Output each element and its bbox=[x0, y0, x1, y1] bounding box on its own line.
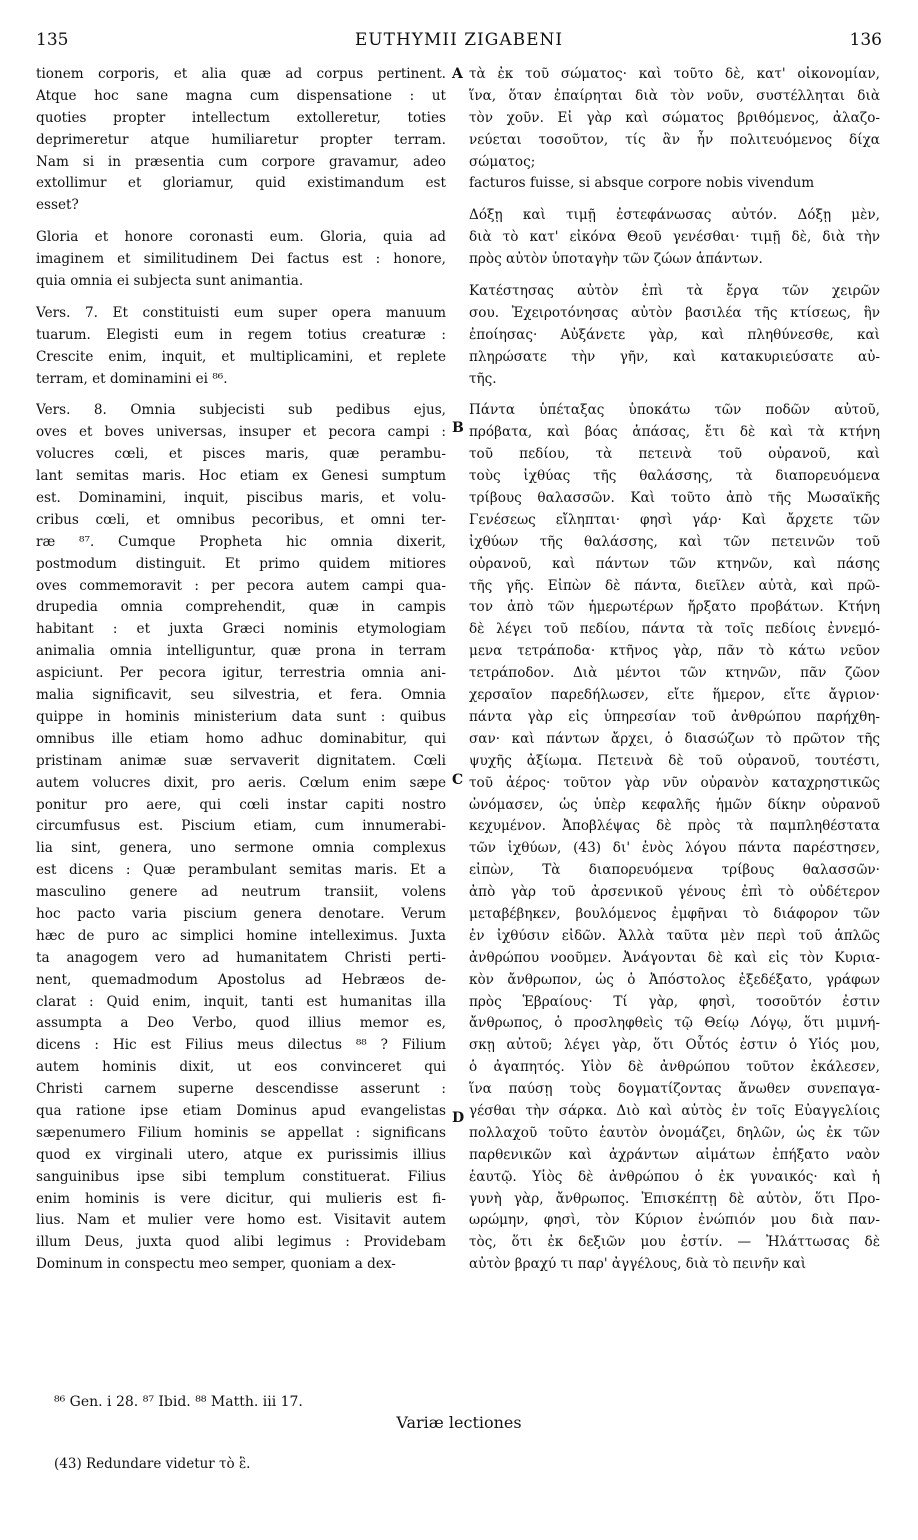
greek-paragraph bbox=[469, 64, 880, 195]
left-page-number: 135 bbox=[36, 30, 69, 50]
text-line: sæpenumero Filium hominis se appellat : significans bbox=[36, 1124, 446, 1141]
text-line: est. Dominamini, inquit, piscibus maris, et volu- bbox=[36, 490, 446, 507]
text-line: παρθενικῶν καὶ ἀχράντων αἱμάτων ἐπήξατο ναὸν bbox=[469, 1146, 880, 1163]
margin-marker-b: B bbox=[452, 420, 464, 436]
text-line: μεταβέβηκεν, βουλόμενος ἐμφῆναι τὸ διάφορον τῶν bbox=[469, 905, 880, 922]
text-line: νεύεται τοσοῦτον, τίς ἂν ἦν πολιτευόμενος δίχα bbox=[469, 131, 880, 148]
text-line: Dominum in conspectu meo semper, quoniam a dex- bbox=[36, 1256, 396, 1273]
text-line: dicens : Hic est Filius meus dilectus ⁸⁸ ? Filium bbox=[36, 1037, 446, 1054]
text-line: τοὺς ἰχθύας τῆς θαλάσσης, τὰ διαπορευόμενα bbox=[469, 468, 880, 485]
greek-paragraph bbox=[469, 195, 880, 271]
paragraph-gap bbox=[469, 195, 880, 205]
text-line: ἀπὸ γὰρ τοῦ ἀρσενικοῦ γένους ἐπὶ τὸ οὐδέτερον bbox=[469, 884, 880, 901]
greek-paragraph bbox=[469, 390, 880, 1276]
text-line: σου. Ἐχειροτόνησας αὐτὸν βασιλέα τῆς κτίσεως, ἣν bbox=[469, 304, 880, 321]
text-line: sanguinibus ipse sibi templum constituerat. Filius bbox=[36, 1168, 446, 1185]
text-line: clarat : Quid enim, inquit, tanti est humanitas illa bbox=[36, 993, 446, 1010]
text-line: σαν· καὶ πάντων ἄρχει, ὁ διασώζων τὸ πρῶτον τῆς bbox=[469, 730, 880, 747]
text-line: omnibus ille etiam homo adhuc dominabitur, qui bbox=[36, 730, 446, 747]
text-line: ἵνα παύσῃ τοὺς δογματίζοντας ἄνωθεν συνεπαγα- bbox=[469, 1081, 880, 1098]
text-line: χερσαῖον παρεδήλωσεν, εἴτε ἥμερον, εἴτε ἄγριον· bbox=[469, 687, 880, 704]
text-line: circumfusus est. Piscium etiam, cum innumerabi- bbox=[36, 818, 446, 835]
text-line: κεχυμένον. Ἀποβλέψας δὲ πρὸς τὰ παμπληθέστατα bbox=[469, 818, 880, 835]
text-line: deprimeretur atque humiliaretur propter terram. bbox=[36, 131, 446, 148]
text-line: τον ἀπὸ τῶν ἡμερωτέρων ἤρξατο προβάτων. Κτήνη bbox=[469, 599, 880, 616]
text-line: τῶν ἰχθύων, (43) δι' ἑνὸς λόγου πάντα παρέστησεν, bbox=[469, 840, 880, 857]
text-line: οὐρανοῦ, καὶ πάντων τῶν κτηνῶν, καὶ πάσης bbox=[469, 555, 880, 572]
latin-paragraph bbox=[36, 293, 446, 391]
text-line: terram, et dominamini ei ⁸⁶. bbox=[36, 370, 228, 387]
text-line: esset? bbox=[36, 197, 79, 214]
text-line: quippe in hominis ministerium data sunt : quibus bbox=[36, 708, 446, 725]
paragraph-gap bbox=[469, 390, 880, 400]
text-line: est dicens : Quæ perambulant semitas maris. Et a bbox=[36, 862, 446, 879]
text-line: oves commemoravit : per pecora autem campi qua- bbox=[36, 577, 446, 594]
text-line: quoties propter intellectum extolleretur, toties bbox=[36, 109, 446, 126]
text-line: lant semitas maris. Hoc etiam ex Genesi sumptum bbox=[36, 468, 446, 485]
text-line: Κατέστησας αὐτὸν ἐπὶ τὰ ἔργα τῶν χειρῶν bbox=[469, 283, 880, 300]
text-line: ἵνα, ὅταν ἐπαίρηται διὰ τὸν νοῦν, συστέλληται διὰ bbox=[469, 87, 880, 104]
text-line: τετράποδον. Διὰ μέντοι τῶν κτηνῶν, πᾶν ζῶον bbox=[469, 665, 880, 682]
margin-marker-c: C bbox=[452, 772, 464, 788]
text-line: animalia omnia intelliguntur, quæ prona in terram bbox=[36, 643, 446, 660]
text-line: κὸν ἄνθρωπον, ὡς ὁ Ἀπόστολος ἐξεδέξατο, γράφων bbox=[469, 971, 880, 988]
latin-paragraph bbox=[36, 64, 446, 217]
margin-marker-d: D bbox=[452, 1110, 465, 1126]
text-line: quod ex virginali utero, atque ex purissimis illius bbox=[36, 1146, 446, 1163]
greek-paragraph bbox=[469, 271, 880, 390]
text-line: enim hominis is vere dicitur, qui mulieris est fi- bbox=[36, 1190, 446, 1207]
text-line: πρὸς αὐτὸν ὑποταγὴν τῶν ζώων ἁπάντων. bbox=[469, 251, 763, 268]
margin-marker-a: A bbox=[452, 66, 463, 82]
text-line: ræ ⁸⁷. Cumque Propheta hic omnia dixerit, bbox=[36, 533, 446, 550]
text-line: hoc pacto varia piscium genera denotare. Verum bbox=[36, 905, 446, 922]
text-line: illum Deus, juxta quod alibi legimus : Providebam bbox=[36, 1234, 446, 1251]
text-line: drupedia omnia comprehendit, quæ in campis bbox=[36, 599, 446, 616]
text-line: Δόξῃ καὶ τιμῇ ἐστεφάνωσας αὐτόν. Δόξῃ μὲν, bbox=[469, 207, 880, 224]
text-line: autem hominis dixit, ut eos convinceret qui bbox=[36, 1059, 446, 1076]
text-line: ωρώμην, φησὶ, τὸν Κύριον ἐνώπιόν μου διὰ παν- bbox=[469, 1212, 880, 1229]
text-line: lia sint, genera, uno sermone omnia complexus bbox=[36, 840, 446, 857]
text-line: σκῃ αὐτοῦ; λέγει γὰρ, ὅτι Οὗτός ἐστιν ὁ Υἱός μου, bbox=[469, 1037, 880, 1054]
text-line: quia omnia ei subjecta sunt animantia. bbox=[36, 273, 304, 290]
greek-column bbox=[469, 64, 880, 1276]
text-line: γυνὴ γὰρ, ἄνθρωπος. Ἐπισκέπτῃ δὲ αὐτὸν, ὅτι Προ- bbox=[469, 1190, 880, 1207]
text-line: autem volucres dixit, pro aeris. Cœlum enim sæpe bbox=[36, 774, 446, 791]
text-line: ἑαυτῷ. Υἱὸς δὲ ἀνθρώπου ὁ ἐκ γυναικός· καὶ ἡ bbox=[469, 1168, 880, 1185]
text-line: cribus cœli, et omnibus pecoribus, et omni ter- bbox=[36, 511, 446, 528]
text-line: ἄνθρωπος, ὁ προσληφθεὶς τῷ Θείῳ Λόγῳ, ὅτι μιμνή- bbox=[469, 1015, 880, 1032]
text-line: Gloria et honore coronasti eum. Gloria, quia ad bbox=[36, 229, 446, 246]
text-line: πάντα γὰρ εἰς ὑπηρεσίαν τοῦ ἀνθρώπου παρήχθη- bbox=[469, 708, 880, 725]
text-line: πρὸς Ἑβραίους· Τί γὰρ, φησὶ, τοσοῦτόν ἐστιν bbox=[469, 993, 880, 1010]
text-line: ὁ ἀγαπητός. Υἱὸν δὲ ἀνθρώπου τοῦτον ἐκάλεσεν, bbox=[469, 1059, 880, 1076]
text-line: αὐτὸν βραχύ τι παρ' ἀγγέλους, διὰ τὸ πεινῆν καὶ bbox=[469, 1256, 807, 1273]
paragraph-gap bbox=[36, 217, 446, 227]
text-line: τὸς, ὅτι ἐκ δεξιῶν μου ἐστίν. — Ἠλάττωσας δὲ bbox=[469, 1234, 880, 1251]
text-line: Πάντα ὑπέταξας ὑποκάτω τῶν ποδῶν αὐτοῦ, bbox=[469, 402, 880, 419]
text-line: pristinam animæ suæ servaverit dignitatem. Cœli bbox=[36, 752, 446, 769]
text-line: hæc de puro ac simplici homine intelleximus. Juxta bbox=[36, 927, 446, 944]
text-line: masculino genere ad neutrum transiit, volens bbox=[36, 884, 446, 901]
text-line: Γενέσεως εἴληπται· φησὶ γάρ· Καὶ ἄρχετε τῶν bbox=[469, 511, 880, 528]
text-line: τῆς γῆς. Εἰπὼν δὲ πάντα, διεῖλεν αὐτὰ, καὶ πρῶ- bbox=[469, 577, 880, 594]
latin-column bbox=[36, 64, 446, 1276]
text-line: τρίβους θαλασσῶν. Καὶ τοῦτο ἀπὸ τῆς Μωσαϊκῆς bbox=[469, 490, 880, 507]
text-line: πρόβατα, καὶ βόας ἁπάσας, ἔτι δὲ καὶ τὰ κτήνη bbox=[469, 424, 880, 441]
paragraph-gap bbox=[36, 390, 446, 400]
text-line: διὰ τὸ κατ' εἰκόνα Θεοῦ γενέσθαι· τιμῇ δὲ, διὰ τὴν bbox=[469, 229, 880, 246]
variant-note: (43) Redundare videtur τὸ ἓ. bbox=[54, 1456, 251, 1472]
text-line: μενα τετράποδα· κτῆνος γὰρ, πᾶν τὸ κάτω νεῦον bbox=[469, 643, 880, 660]
text-line: Vers. 7. Et constituisti eum super opera manuum bbox=[36, 304, 446, 321]
text-line: γέσθαι τὴν σάρκα. Διὸ καὶ αὐτὸς ἐν τοῖς Εὐαγγελίοις bbox=[469, 1102, 880, 1119]
latin-paragraph bbox=[36, 217, 446, 293]
text-line: εἰπὼν, Τὰ διαπορευόμενα τρίβους θαλασσῶν· bbox=[469, 862, 880, 879]
text-line: facturos fuisse, si absque corpore nobis vivendum bbox=[469, 175, 815, 192]
latin-paragraph bbox=[36, 390, 446, 1276]
text-line: malia significavit, seu silvestria, et fera. Omnia bbox=[36, 687, 446, 704]
text-line: ὠνόμασεν, ὡς ὑπὲρ κεφαλῆς ἡμῶν δίκην οὐρανοῦ bbox=[469, 796, 880, 813]
text-line: Nam si in præsentia cum corpore gravamur, adeo bbox=[36, 153, 446, 170]
text-line: assumpta a Deo Verbo, quod illius memor es, bbox=[36, 1015, 446, 1032]
text-line: volucres cœli, et pisces maris, quæ perambu- bbox=[36, 446, 446, 463]
text-line: extollimur et gloriamur, quid existimandum est bbox=[36, 175, 446, 192]
text-line: τὸν χοῦν. Εἰ γὰρ καὶ σώματος βριθόμενος, ἀλαζο- bbox=[469, 109, 880, 126]
text-line: ta anagogem vero ad humanitatem Christi perti- bbox=[36, 949, 446, 966]
text-line: qua ratione ipse etiam Dominus apud evangelistas bbox=[36, 1102, 446, 1119]
right-page-number: 136 bbox=[849, 30, 882, 50]
text-line: habitant : et juxta Græci nominis etymologiam bbox=[36, 621, 446, 638]
text-line: ἰχθύων τῆς θαλάσσης, καὶ τῶν πετεινῶν τοῦ bbox=[469, 533, 880, 550]
text-line: postmodum distinguit. Et primo quidem mitiores bbox=[36, 555, 446, 572]
text-line: tuarum. Elegisti eum in regem totius creaturæ : bbox=[36, 326, 446, 343]
text-line: ponitur pro aere, qui cœli instar capiti nostro bbox=[36, 796, 446, 813]
text-line: oves et boves universas, insuper et pecora campi : bbox=[36, 424, 446, 441]
text-line: τὰ ἐκ τοῦ σώματος· καὶ τοῦτο δὲ, κατ' οἰκονομίαν, bbox=[469, 66, 880, 82]
text-line: ἐποίησας· Αὐξάνετε γὰρ, καὶ πληθύνεσθε, καὶ bbox=[469, 326, 880, 343]
text-line: Vers. 8. Omnia subjecisti sub pedibus ejus, bbox=[36, 402, 446, 419]
text-line: πληρώσατε τὴν γῆν, καὶ κατακυριεύσατε αὐ- bbox=[469, 348, 880, 365]
text-line: tionem corporis, et alia quæ ad corpus pertinent. bbox=[36, 66, 446, 82]
text-line: τοῦ πεδίου, τὰ πετεινὰ τοῦ οὐρανοῦ, καὶ bbox=[469, 446, 880, 463]
running-header bbox=[36, 30, 882, 58]
text-line: nent, quemadmodum Apostolus ad Hebræos de- bbox=[36, 971, 446, 988]
text-line: aspiciunt. Per pecora igitur, terrestria omnia ani- bbox=[36, 665, 446, 682]
paragraph-gap bbox=[469, 271, 880, 281]
text-line: σώματος; bbox=[469, 153, 536, 170]
text-line: πολλαχοῦ τοῦτο ἑαυτὸν ὀνομάζει, δηλῶν, ὡς ἐκ τῶν bbox=[469, 1124, 880, 1141]
text-line: Crescite enim, inquit, et multiplicamini, et replete bbox=[36, 348, 446, 365]
text-line: ψυχῆς ἀξίωμα. Πετεινὰ δὲ τοῦ οὐρανοῦ, τουτέστι, bbox=[469, 752, 880, 769]
text-line: τῆς. bbox=[469, 370, 497, 387]
text-line: δὲ λέγει τοῦ πεδίου, πάντα τὰ τοῖς πεδίοις ἐννεμό- bbox=[469, 621, 880, 638]
text-line: τοῦ ἀέρος· τοῦτον γὰρ νῦν οὐρανὸν καταχρηστικῶς bbox=[469, 774, 880, 791]
paragraph-gap bbox=[36, 293, 446, 303]
text-line: Christi carnem superne descendisse asserunt : bbox=[36, 1081, 446, 1098]
text-line: lius. Nam et mulier vere homo est. Visitavit autem bbox=[36, 1212, 446, 1229]
text-line: imaginem et similitudinem Dei factus est : honore, bbox=[36, 251, 446, 268]
text-line: Atque hoc sane magna cum dispensatione : ut bbox=[36, 87, 446, 104]
running-title: EUTHYMII ZIGABENI bbox=[354, 30, 564, 50]
footnotes: ⁸⁶ Gen. i 28. ⁸⁷ Ibid. ⁸⁸ Matth. iii 17. bbox=[54, 1394, 303, 1410]
text-line: ἐν ἰχθύσιν εἰδῶν. Ἀλλὰ ταῦτα μὲν περὶ τοῦ ἁπλῶς bbox=[469, 927, 880, 944]
text-line: ἀνθρώπου νοοῦμεν. Ἀνάγονται δὲ καὶ εἰς τὸν Κυρια- bbox=[469, 949, 880, 966]
variae-lectiones-heading: Variæ lectiones bbox=[396, 1413, 522, 1432]
